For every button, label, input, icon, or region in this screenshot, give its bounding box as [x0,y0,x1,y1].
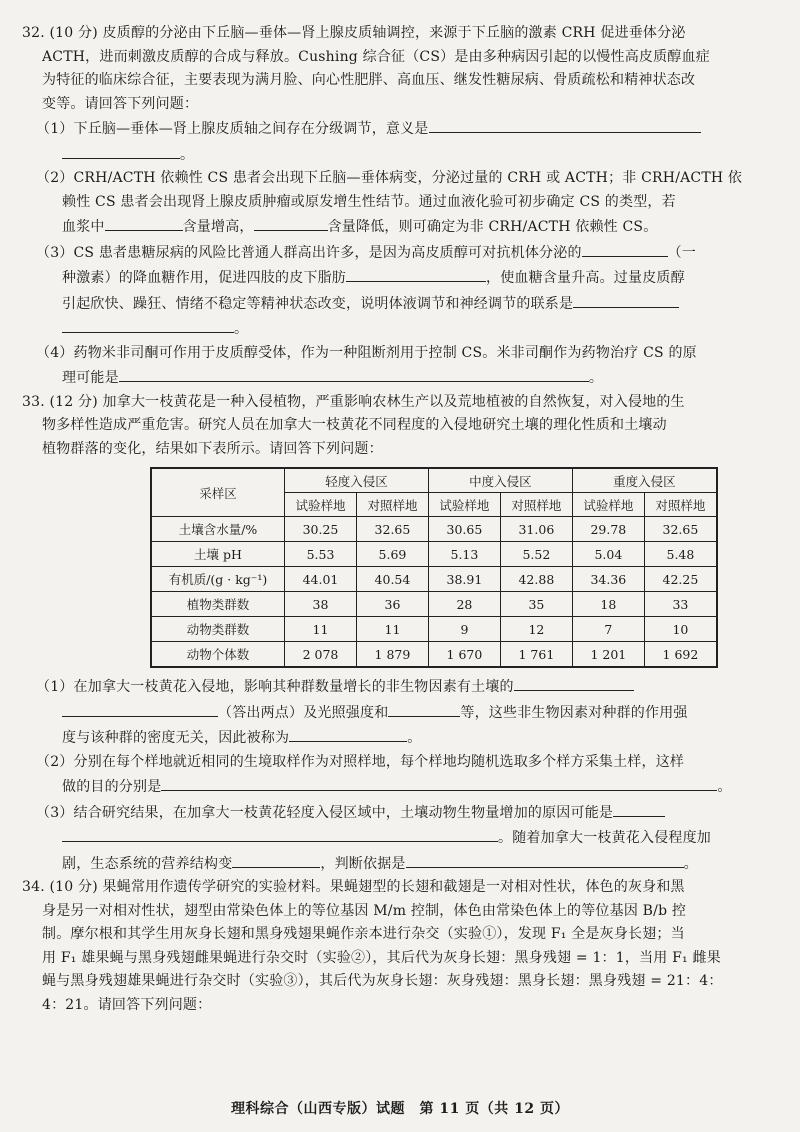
answer-blank[interactable] [346,265,486,282]
table-cell: 33 [644,592,717,617]
q34-stem-line: 身是另一对相对性状，翅型由常染色体上的等位基因 M/m 控制，体色由常染色体上的等位基因 B/b 控 [42,902,687,919]
table-cell: 5.53 [285,542,357,567]
q32-part-2-cont: 血浆中 含量增高， 含量降低，则可确定为非 CRH/ACTH 依赖性 CS。 [22,214,782,240]
sub-header: 试验样地 [428,493,500,517]
question-34 [22,876,782,1017]
table-cell: 32.65 [356,517,428,542]
answer-blank[interactable] [62,142,180,159]
group-header-light: 轻度入侵区 [285,468,429,493]
group-header-medium: 中度入侵区 [428,468,572,493]
row-label: 植物类群数 [151,592,285,617]
table-cell: 1 761 [500,642,572,668]
answer-blank[interactable] [429,116,701,133]
q32-part-3-cont: 。 [22,316,782,342]
table-cell: 42.88 [500,567,572,592]
table-cell: 30.65 [428,517,500,542]
q33-part-3-cont: 剧，生态系统的营养结构变 ，判断依据是 。 [22,851,782,877]
table-cell: 31.06 [500,517,572,542]
q33-part-2: （2）分别在每个样地就近相同的生境取样作为对照样地，每个样地均随机选取多个样方采集土样，这样 [36,753,685,770]
q32-part-4: （4）药物米非司酮可作用于皮质醇受体，作为一种阻断剂用于控制 CS。米非司酮作为药物治疗 CS 的原 [36,344,697,361]
q33-part-3: （3）结合研究结果，在加拿大一枝黄花轻度入侵区域中，土壤动物生物量增加的原因可能是 [22,800,782,826]
q34-stem-line: 蝇与黑身残翅雄果蝇进行杂交时（实验③），其后代为灰身长翅：灰身残翅：黑身长翅：黑身残翅 = 21：4： [42,973,723,989]
q33-stem-line: 植物群落的变化，结果如下表所示。请回答下列问题： [42,440,383,457]
q32-part-2-cont: 赖性 CS 患者会出现肾上腺皮质肿瘤或原发增生性结节。通过血液化验可初步确定 CS 的类型，若 [62,193,676,210]
table-cell: 18 [572,592,644,617]
table-cell: 28 [428,592,500,617]
answer-blank[interactable] [613,800,665,817]
table-cell: 30.25 [285,517,357,542]
answer-blank[interactable] [573,291,679,308]
answer-blank[interactable] [62,316,234,333]
table-row [151,592,717,617]
question-33 [22,391,782,877]
table-cell: 11 [285,617,357,642]
table-cell: 12 [500,617,572,642]
table-cell: 38.91 [428,567,500,592]
q33-part-1-cont: 度与该种群的密度无关，因此被称为 。 [22,725,782,751]
q33-stem-line: 物多样性造成严重危害。研究人员在加拿大一枝黄花不同程度的入侵地研究土壤的理化性质和土壤动 [42,417,667,433]
answer-blank[interactable] [406,851,684,868]
answer-blank[interactable] [232,851,320,868]
answer-blank[interactable] [254,214,328,231]
q32-stem-line: 为特征的临床综合征，主要表现为满月脸、向心性肥胖、高血压、继发性糖尿病、骨质疏松和精神状态改 [42,72,696,88]
sub-header: 对照样地 [644,493,717,517]
q32-stem-line: 变等。请回答下列问题： [42,95,199,112]
page-footer: 理科综合（山西专版）试题 第 11 页（共 12 页） [231,1101,569,1117]
q32-part-3-cont: 种激素）的降血糖作用，促进四肢的皮下脂肪 ，使血糖含量升高。过量皮质醇 [22,265,782,291]
q34-stem-line: 4：21。请回答下列问题： [42,996,212,1013]
table-cell: 29.78 [572,517,644,542]
group-header-heavy: 重度入侵区 [572,468,717,493]
table-row [151,642,717,668]
table-cell: 7 [572,617,644,642]
row-label: 有机质/(g · kg⁻¹) [151,567,285,592]
q33-stem-line: 33. (12 分) 加拿大一枝黄花是一种入侵植物，严重影响农林生产以及荒地植被的自然恢复，对入侵地的生 [22,393,685,410]
row-label: 动物类群数 [151,617,285,642]
q34-stem-line: 用 F₁ 雄果蝇与黑身残翅雌果蝇进行杂交时（实验②），其后代为灰身长翅：黑身残翅 = 1：1，当用 F₁ 雌果 [42,949,721,966]
table-cell: 10 [644,617,717,642]
table-cell: 1 692 [644,642,717,668]
row-label: 土壤 pH [151,542,285,567]
table-cell: 34.36 [572,567,644,592]
q32-part-2: （2）CRH/ACTH 依赖性 CS 患者会出现下丘脑—垂体病变，分泌过量的 CRH 或 ACTH；非 CRH/ACTH 依 [36,170,743,186]
q32-part-1-cont: 。 [22,142,782,168]
answer-blank[interactable] [62,700,218,717]
answer-blank[interactable] [514,674,634,691]
table-cell: 42.25 [644,567,717,592]
q32-stem-line: 32. (10 分) 皮质醇的分泌由下丘脑—垂体—肾上腺皮质轴调控，来源于下丘脑的激素 CRH 促进垂体分泌 [22,25,686,41]
question-32 [22,22,782,391]
table-cell: 9 [428,617,500,642]
page-content [22,22,782,1017]
sub-header: 对照样地 [500,493,572,517]
q32-stem-line: ACTH，进而刺激皮质醇的合成与释放。Cushing 综合征（CS）是由多种病因引起的以慢性高皮质醇血症 [42,48,710,65]
answer-blank[interactable] [161,774,717,791]
row-label: 土壤含水量/% [151,517,285,542]
table-cell: 32.65 [644,517,717,542]
q32-part-1: （1）下丘脑—垂体—肾上腺皮质轴之间存在分级调节，意义是 [22,116,782,142]
table-cell: 5.04 [572,542,644,567]
q32-part-4-cont: 理可能是 。 [22,365,782,391]
table-row [151,517,717,542]
sub-header: 试验样地 [572,493,644,517]
answer-blank[interactable] [582,240,668,257]
q34-stem-line: 制。摩尔根和其学生用灰身长翅和黑身残翅果蝇作亲本进行杂交（实验①），发现 F₁ 全是灰身长翅；当 [42,926,685,942]
q32-part-3-cont: 引起欣快、躁狂、情绪不稳定等精神状态改变，说明体液调节和神经调节的联系是 [22,291,782,317]
answer-blank[interactable] [388,700,460,717]
q33-part-2-cont: 做的目的分别是 。 [22,774,782,800]
q33-part-1-cont: （答出两点）及光照强度和 等，这些非生物因素对种群的作用强 [22,700,782,726]
table-cell: 2 078 [285,642,357,668]
table-corner-header: 采样区 [151,468,285,517]
q33-part-3-cont: 。随着加拿大一枝黄花入侵程度加 [22,825,782,851]
answer-blank[interactable] [289,725,407,742]
soil-data-table [150,467,718,668]
table-cell: 5.52 [500,542,572,567]
table-row [151,567,717,592]
sub-header: 试验样地 [285,493,357,517]
table-cell: 1 201 [572,642,644,668]
table-cell: 35 [500,592,572,617]
table-row [151,542,717,567]
row-label: 动物个体数 [151,642,285,668]
answer-blank[interactable] [119,365,589,382]
table-cell: 1 879 [356,642,428,668]
answer-blank[interactable] [62,825,498,842]
q33-part-1: （1）在加拿大一枝黄花入侵地，影响其种群数量增长的非生物因素有土壤的 [22,674,782,700]
table-row [151,617,717,642]
table-cell: 44.01 [285,567,357,592]
table-cell: 5.69 [356,542,428,567]
table-cell: 40.54 [356,567,428,592]
table-cell: 5.48 [644,542,717,567]
table-cell: 1 670 [428,642,500,668]
answer-blank[interactable] [105,214,183,231]
q32-part-3: （3）CS 患者患糖尿病的风险比普通人群高出许多，是因为高皮质醇可对抗机体分泌的 （一 [22,240,782,266]
table-cell: 5.13 [428,542,500,567]
sub-header: 对照样地 [356,493,428,517]
q34-stem-line: 34. (10 分) 果蝇常用作遗传学研究的实验材料。果蝇翅型的长翅和截翅是一对相对性状，体色的灰身和黑 [22,879,685,895]
table-cell: 11 [356,617,428,642]
table-cell: 38 [285,592,357,617]
table-cell: 36 [356,592,428,617]
